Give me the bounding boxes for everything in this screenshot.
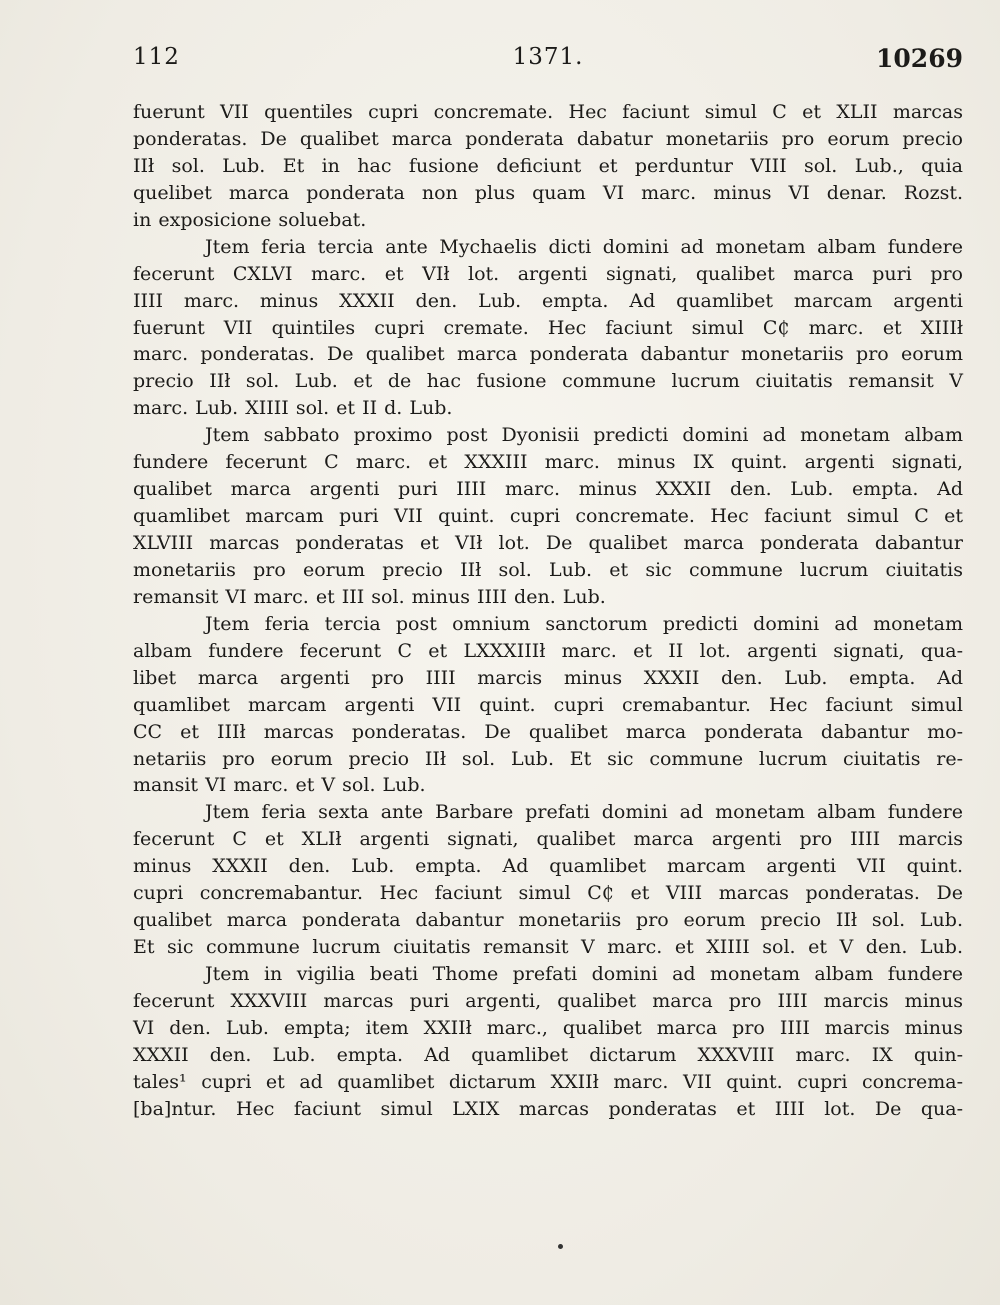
text-line: fundere fecerunt C marc. et XXXIII marc. minus IX quint. argenti signati, [133, 451, 963, 474]
text-line: marc. ponderatas. De qualibet marca ponderata dabantur monetariis pro eorum [133, 343, 963, 366]
text-line: [ba]ntur. Hec faciunt simul LXIX marcas ponderatas et IIII lot. De qua- [133, 1097, 963, 1120]
text-line: remansit VI marc. et III sol. minus IIII den. Lub. [133, 585, 606, 608]
text-line: in exposicione soluebat. [133, 208, 367, 231]
page-header [133, 44, 963, 80]
text-line: Et sic commune lucrum ciuitatis remansit V marc. et XIIII sol. et V den. Lub. [133, 936, 963, 959]
printer-mark [558, 1244, 563, 1249]
text-line: qualibet marca argenti puri IIII marc. minus XXXII den. Lub. empta. Ad [133, 478, 963, 501]
text-line: quelibet marca ponderata non plus quam VI marc. minus VI denar. Rozst. [133, 181, 963, 204]
text-line: Jtem feria sexta ante Barbare prefati domini ad monetam albam fundere [205, 801, 963, 824]
text-line: IIII marc. minus XXXII den. Lub. empta. Ad quamlibet marcam argenti [133, 289, 963, 312]
text-line: monetariis pro eorum precio IIł sol. Lub. et sic commune lucrum ciuitatis [133, 558, 963, 581]
text-line: precio IIł sol. Lub. et de hac fusione commune lucrum ciuitatis remansit V [133, 370, 963, 393]
text-line: mansit VI marc. et V sol. Lub. [133, 774, 426, 797]
entry-number: 10269 [876, 44, 963, 73]
text-line: VI den. Lub. empta; item XXIIł marc., qualibet marca pro IIII marcis minus [133, 1016, 963, 1039]
text-line: Jtem feria tercia ante Mychaelis dicti domini ad monetam albam fundere [205, 235, 963, 258]
text-line: qualibet marca ponderata dabantur monetariis pro eorum precio IIł sol. Lub. [133, 909, 963, 932]
text-line: Jtem in vigilia beati Thome prefati domini ad monetam albam fundere [205, 963, 963, 985]
text-line: Jtem sabbato proximo post Dyonisii predicti domini ad monetam albam [205, 424, 963, 447]
text-line: CC et IIIł marcas ponderatas. De qualibet marca ponderata dabantur mo- [133, 720, 963, 743]
text-line: Jtem feria tercia post omnium sanctorum predicti domini ad monetam [205, 612, 963, 635]
text-line: fecerunt C et XLIł argenti signati, qualibet marca argenti pro IIII marcis [133, 828, 963, 851]
text-line: minus XXXII den. Lub. empta. Ad quamlibet marcam argenti VII quint. [133, 855, 963, 878]
text-line: marc. Lub. XIIII sol. et II d. Lub. [133, 397, 453, 420]
text-line: quamlibet marcam puri VII quint. cupri concremate. Hec faciunt simul C et [133, 505, 963, 528]
text-line: fecerunt CXLVI marc. et VIł lot. argenti signati, qualibet marca puri pro [133, 262, 963, 285]
page-number: 112 [133, 44, 180, 70]
text-line: ponderatas. De qualibet marca ponderata dabatur monetariis pro eorum precio [133, 127, 963, 150]
text-line: quamlibet marcam argenti VII quint. cupri cremabantur. Hec faciunt simul [133, 693, 963, 716]
text-line: fuerunt VII quintiles cupri cremate. Hec faciunt simul C₵ marc. et XIIIł [133, 316, 963, 339]
text-line: IIł sol. Lub. Et in hac fusione deficiunt et perduntur VIII sol. Lub., quia [133, 154, 963, 177]
text-line: fecerunt XXXVIII marcas puri argenti, qualibet marca pro IIII marcis minus [133, 989, 963, 1012]
text-line: albam fundere fecerunt C et LXXXIIIł marc. et II lot. argenti signati, qua- [133, 639, 963, 662]
body-text [133, 99, 963, 1123]
text-line: fuerunt VII quentiles cupri concremate. Hec faciunt simul C et XLII marcas [133, 101, 963, 123]
text-line: XLVIII marcas ponderatas et VIł lot. De qualibet marca ponderata dabantur [133, 532, 963, 554]
text-line: XXXII den. Lub. empta. Ad quamlibet dictarum XXXVIII marc. IX quin- [133, 1043, 963, 1066]
text-line: tales¹ cupri et ad quamlibet dictarum XXIIł marc. VII quint. cupri concrema- [133, 1070, 963, 1093]
text-line: cupri concremabantur. Hec faciunt simul C₵ et VIII marcas ponderatas. De [133, 882, 963, 905]
year-heading: 1371. [512, 44, 584, 70]
text-line: netariis pro eorum precio IIł sol. Lub. Et sic commune lucrum ciuitatis re- [133, 747, 963, 770]
text-line: libet marca argenti pro IIII marcis minus XXXII den. Lub. empta. Ad [133, 666, 963, 689]
